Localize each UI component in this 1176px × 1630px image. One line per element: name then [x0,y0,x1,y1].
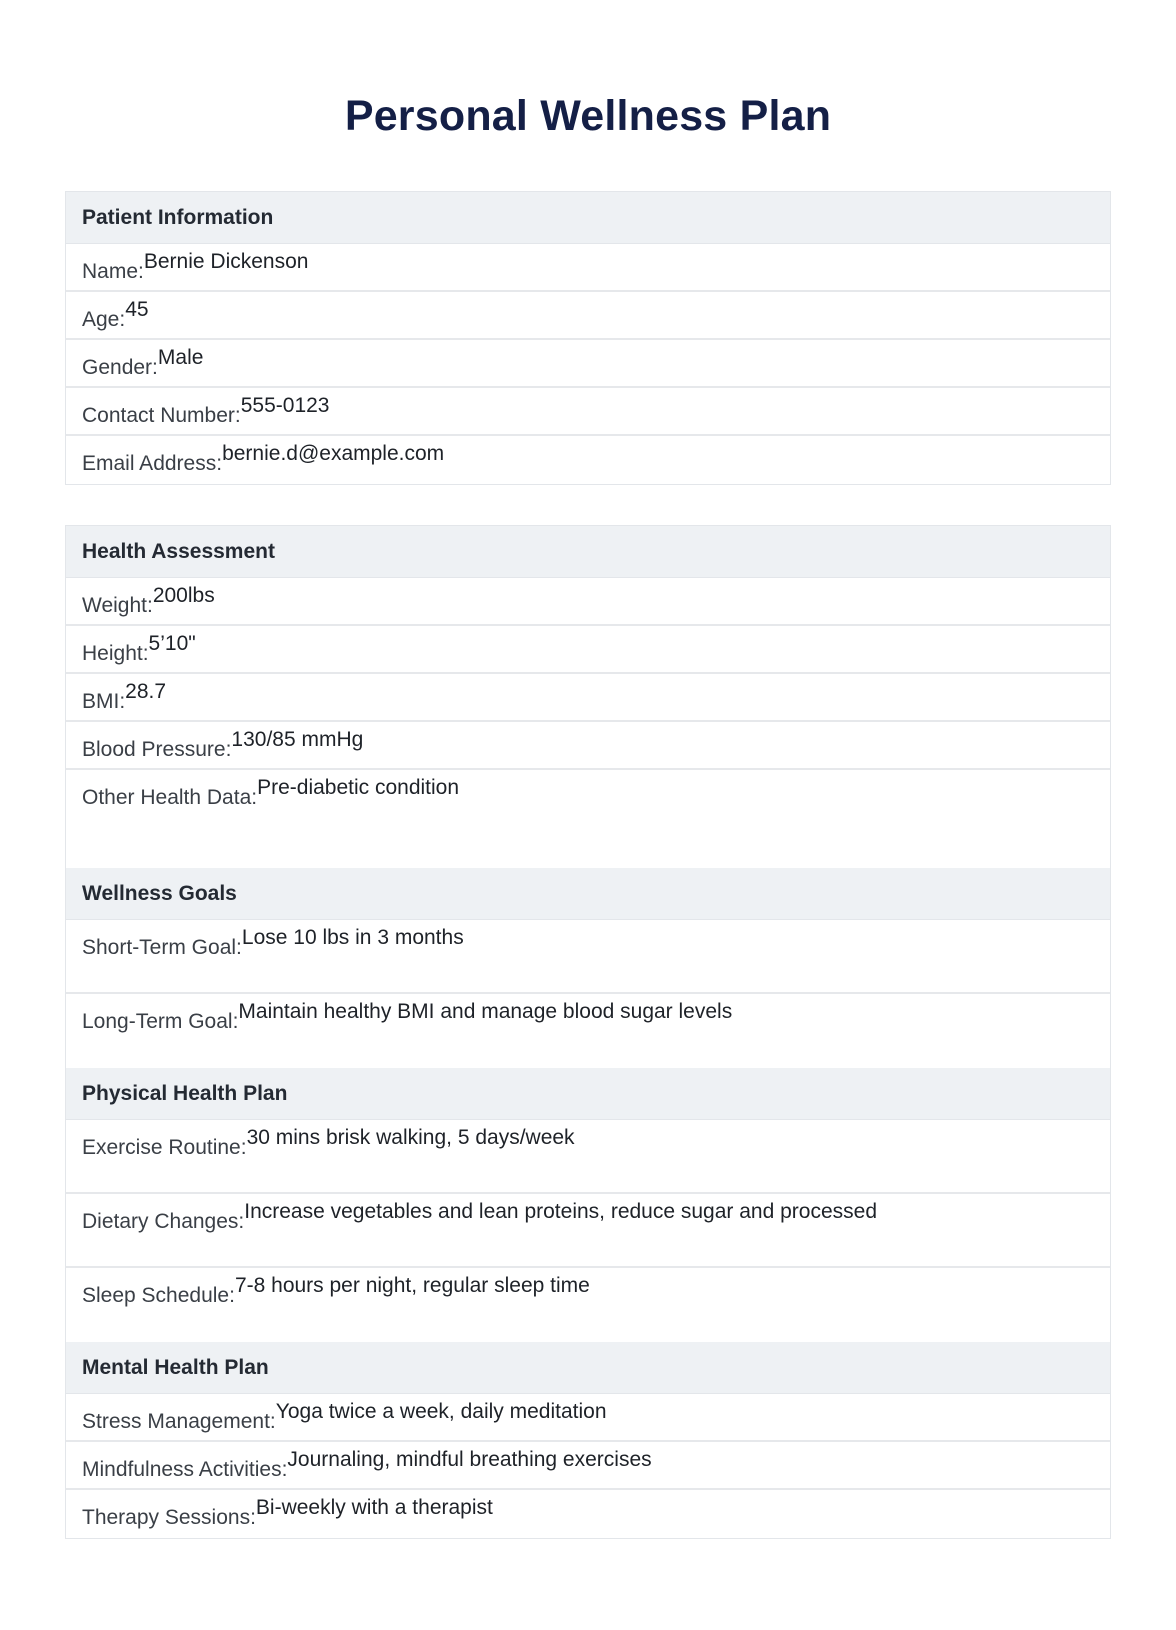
field-value-blood-pressure: 130/85 mmHg [231,728,364,751]
section-header-patient-information: Patient Information [66,192,1110,244]
field-label-weight: Weight:200lbs [82,584,215,617]
field-row-dietary-changes [66,1194,1110,1268]
field-label-stress-management: Stress Management:Yoga twice a week, daily meditation [82,1400,607,1433]
field-value-weight: 200lbs [152,584,215,607]
field-label-height: Height:5’10" [82,632,196,665]
field-value-email-address: bernie.d@example.com [222,442,445,465]
health-assessment-section [65,525,1111,1539]
field-row-height [66,626,1110,674]
field-label-bmi: BMI:28.7 [82,680,167,713]
field-value-bmi: 28.7 [125,680,167,703]
field-value-short-term-goal: Lose 10 lbs in 3 months [241,926,464,949]
field-value-sleep-schedule: 7-8 hours per night, regular sleep time [234,1274,590,1297]
field-value-name: Bernie Dickenson [143,250,309,273]
field-row-other-health-data [66,770,1110,868]
field-label-dietary-changes: Dietary Changes:Increase vegetables and lean proteins, reduce sugar and processed [82,1200,877,1233]
patient-information-section [65,191,1111,485]
field-row-stress-management [66,1394,1110,1442]
field-label-short-term-goal: Short-Term Goal:Lose 10 lbs in 3 months [82,926,464,959]
field-value-stress-management: Yoga twice a week, daily meditation [275,1400,607,1423]
field-row-sleep-schedule [66,1268,1110,1342]
section-header-health-assessment: Health Assessment [66,526,1110,578]
field-label-name: Name:Bernie Dickenson [82,250,309,283]
field-value-height: 5’10" [148,632,196,655]
field-row-gender [66,340,1110,388]
field-label-exercise-routine: Exercise Routine:30 mins brisk walking, 5 days/week [82,1126,575,1159]
field-label-sleep-schedule: Sleep Schedule:7-8 hours per night, regular sleep time [82,1274,590,1307]
field-label-therapy-sessions: Therapy Sessions:Bi-weekly with a therapist [82,1496,493,1529]
field-row-mindfulness-activities [66,1442,1110,1490]
field-value-long-term-goal: Maintain healthy BMI and manage blood sugar levels [238,1000,733,1023]
field-row-exercise-routine [66,1120,1110,1194]
field-row-name [66,244,1110,292]
field-value-other-health-data: Pre-diabetic condition [257,776,460,799]
field-value-exercise-routine: 30 mins brisk walking, 5 days/week [246,1126,575,1149]
field-row-blood-pressure [66,722,1110,770]
field-row-contact-number [66,388,1110,436]
section-header-wellness-goals: Wellness Goals [66,868,1110,920]
field-row-age [66,292,1110,340]
field-row-weight [66,578,1110,626]
field-label-other-health-data: Other Health Data:Pre-diabetic condition [82,776,460,809]
field-label-blood-pressure: Blood Pressure:130/85 mmHg [82,728,364,761]
field-value-dietary-changes: Increase vegetables and lean proteins, reduce sugar and processed [244,1200,877,1223]
field-row-bmi [66,674,1110,722]
field-label-age: Age:45 [82,298,149,331]
field-label-contact-number: Contact Number:555-0123 [82,394,330,427]
field-value-gender: Male [157,346,204,369]
field-value-age: 45 [125,298,149,321]
field-row-therapy-sessions [66,1490,1110,1538]
field-value-therapy-sessions: Bi-weekly with a therapist [255,1496,493,1519]
field-row-short-term-goal [66,920,1110,994]
field-value-mindfulness-activities: Journaling, mindful breathing exercises [287,1448,652,1471]
field-row-long-term-goal [66,994,1110,1068]
section-header-mental-health-plan: Mental Health Plan [66,1342,1110,1394]
section-header-physical-health-plan: Physical Health Plan [66,1068,1110,1120]
field-label-mindfulness-activities: Mindfulness Activities:Journaling, mindful breathing exercises [82,1448,652,1481]
field-value-contact-number: 555-0123 [240,394,330,417]
field-label-long-term-goal: Long-Term Goal:Maintain healthy BMI and manage blood sugar levels [82,1000,733,1033]
field-label-email-address: Email Address:bernie.d@example.com [82,442,445,475]
field-row-email-address [66,436,1110,484]
page-title: Personal Wellness Plan [344,92,832,140]
field-label-gender: Gender:Male [82,346,204,379]
